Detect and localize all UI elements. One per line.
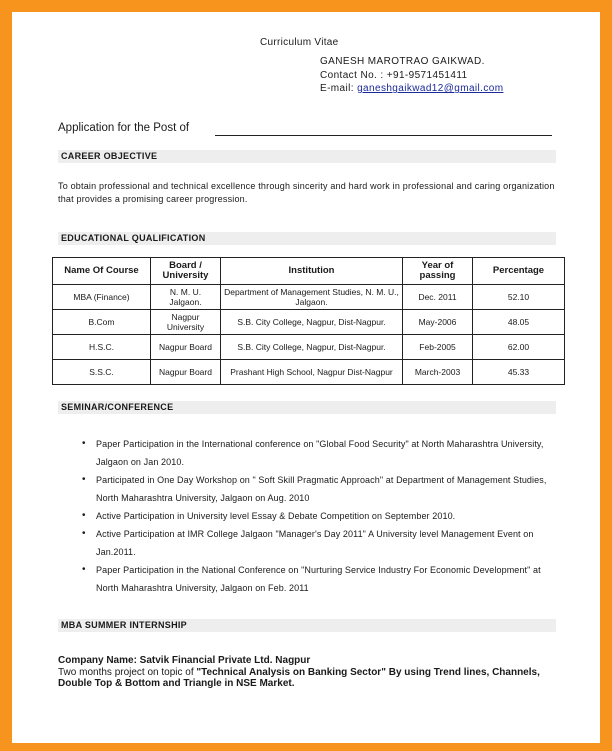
institution-cell: S.B. City College, Nagpur, Dist-Nagpur. bbox=[221, 335, 403, 360]
candidate-name: GANESH MAROTRAO GAIKWAD. bbox=[320, 56, 485, 67]
project-intro: Two months project on topic of bbox=[58, 666, 197, 678]
contact-number: Contact No. : +91-9571451411 bbox=[320, 69, 468, 81]
application-post-label: Application for the Post of bbox=[58, 122, 190, 134]
career-objective-text: To obtain professional and technical excellence through sincerity and hard work in professional and caring organization that provides a promising career progression. bbox=[58, 181, 555, 204]
bullet-icon: • bbox=[82, 528, 86, 539]
application-post-blank-line bbox=[215, 135, 552, 136]
list-item: • Paper Participation in the International conference on "Global Food Security" at North Maharashtra University, Jalgaon on Jan 2010. bbox=[82, 435, 562, 471]
bullet-icon: • bbox=[82, 510, 86, 521]
email-line bbox=[320, 82, 503, 96]
resume-page bbox=[12, 12, 600, 743]
course-cell: MBA (Finance) bbox=[53, 285, 151, 310]
email-label: E-mail: bbox=[320, 83, 358, 94]
year-cell: May-2006 bbox=[403, 310, 473, 335]
internship-details bbox=[58, 655, 568, 690]
table-row bbox=[53, 335, 565, 360]
institution-cell: Prashant High School, Nagpur Dist-Nagpur bbox=[221, 360, 403, 385]
board-cell: Nagpur Board bbox=[151, 335, 221, 360]
company-name: Company Name: Satvik Financial Private Ltd. Nagpur bbox=[58, 655, 311, 666]
column-header: Year of passing bbox=[403, 258, 473, 285]
column-header: Institution bbox=[221, 258, 403, 285]
course-cell: H.S.C. bbox=[53, 335, 151, 360]
contact-block bbox=[320, 55, 503, 96]
list-item: • Active Participation at IMR College Jalgaon "Manager's Day 2011" A University level Management Event on Jan.2011. bbox=[82, 525, 562, 561]
bullet-icon: • bbox=[82, 438, 86, 449]
education-table-header bbox=[53, 258, 565, 285]
column-header: Percentage bbox=[473, 258, 565, 285]
board-cell: Nagpur Board bbox=[151, 360, 221, 385]
percentage-cell: 48.05 bbox=[473, 310, 565, 335]
institution-cell: Department of Management Studies, N. M. U., Jalgaon. bbox=[221, 285, 403, 310]
list-item: • Participated in One Day Workshop on " Soft Skill Pragmatic Approach" at Department of Management Studies, North Maharashtra University, Jalgaon on Aug. 2010 bbox=[82, 471, 562, 507]
email-link[interactable]: ganeshgaikwad12@gmail.com bbox=[357, 83, 504, 94]
institution-cell: S.B. City College, Nagpur, Dist-Nagpur. bbox=[221, 310, 403, 335]
board-cell: Nagpur University bbox=[151, 310, 221, 335]
section-seminar-conference: SEMINAR/CONFERENCE bbox=[58, 401, 556, 414]
project-title: "Technical Analysis on Banking Sector" By using Trend lines, Channels, Double Top & Bottom and Triangle in NSE Market. bbox=[58, 666, 540, 689]
year-cell: March-2003 bbox=[403, 360, 473, 385]
list-item: • Active Participation in University level Essay & Debate Competition on September 2010. bbox=[82, 507, 562, 525]
course-cell: B.Com bbox=[53, 310, 151, 335]
section-career-objective: CAREER OBJECTIVE bbox=[58, 150, 556, 163]
section-mba-summer-internship: MBA SUMMER INTERNSHIP bbox=[58, 619, 556, 632]
bullet-icon: • bbox=[82, 474, 86, 485]
seminar-list bbox=[82, 435, 562, 597]
list-item: • Paper Participation in the National Conference on "Nurturing Service Industry For Economic Development" at North Maharashtra University, Jalgaon on Feb. 2011 bbox=[82, 561, 562, 597]
section-educational-qualification: EDUCATIONAL QUALIFICATION bbox=[58, 232, 556, 245]
table-row bbox=[53, 310, 565, 335]
column-header: Board / University bbox=[151, 258, 221, 285]
document-title: Curriculum Vitae bbox=[260, 37, 339, 48]
column-header: Name Of Course bbox=[53, 258, 151, 285]
board-cell: N. M. U. Jalgaon. bbox=[151, 285, 221, 310]
course-cell: S.S.C. bbox=[53, 360, 151, 385]
year-cell: Dec. 2011 bbox=[403, 285, 473, 310]
percentage-cell: 52.10 bbox=[473, 285, 565, 310]
table-row bbox=[53, 360, 565, 385]
percentage-cell: 62.00 bbox=[473, 335, 565, 360]
percentage-cell: 45.33 bbox=[473, 360, 565, 385]
bullet-icon: • bbox=[82, 564, 86, 575]
year-cell: Feb-2005 bbox=[403, 335, 473, 360]
table-row bbox=[53, 285, 565, 310]
education-table bbox=[52, 257, 565, 385]
